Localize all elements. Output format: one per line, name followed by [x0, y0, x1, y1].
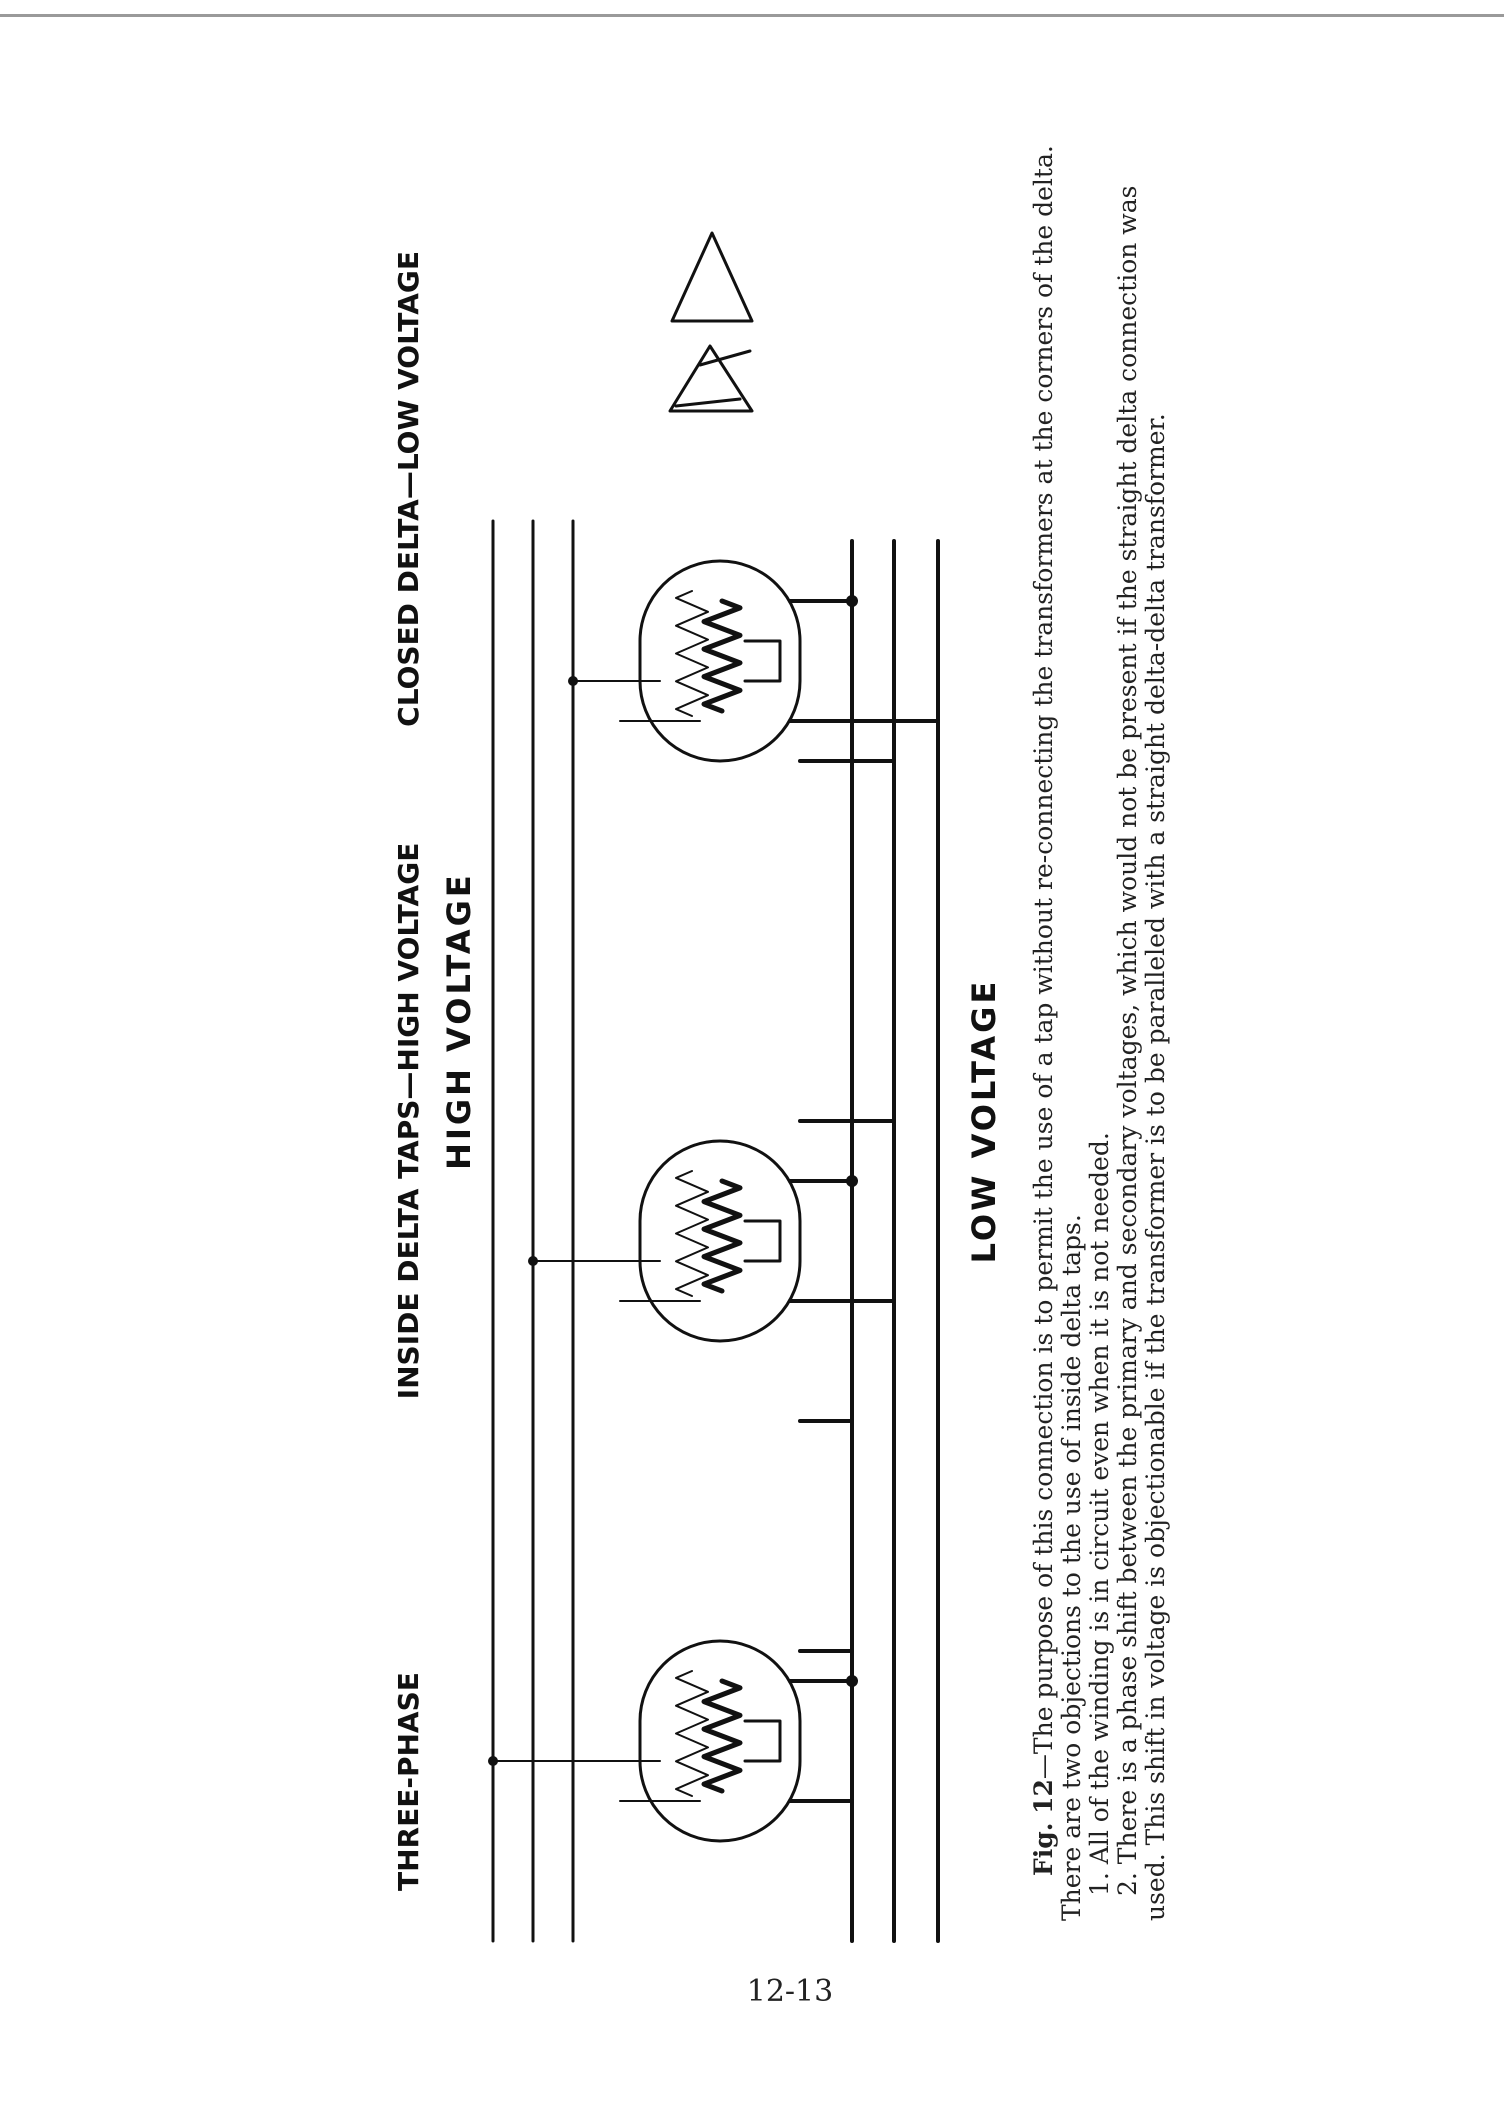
tapped-delta-tap — [676, 351, 750, 406]
delta-symbol-tapped — [670, 346, 752, 411]
caption-line-1-rest: —The purpose of this connection is to permit the use of a tap without re-connecting the transformers at the corners of the delta. — [1029, 145, 1058, 1780]
caption-line-1 — [1029, 145, 1058, 1876]
interconnect-1-2 — [800, 1421, 852, 1651]
interconnect-2-3 — [800, 761, 894, 1121]
caption-line-3: 1. All of the winding is in circuit even when it is not needed. — [1085, 1132, 1114, 1896]
transformer-1-loop — [745, 1721, 780, 1761]
transformer-2-loop — [745, 1221, 780, 1261]
transformer-1-lv-junction — [846, 1675, 858, 1687]
high-voltage-bus — [493, 521, 573, 1941]
transformer-3-tank — [640, 561, 800, 761]
high-voltage-label: HIGH VOLTAGE — [440, 872, 478, 1170]
transformer-2-hv-junction — [528, 1256, 538, 1266]
caption-line-2: There are two objections to the use of inside delta taps. — [1057, 1214, 1086, 1921]
transformer-1-tank — [640, 1641, 800, 1841]
caption-line-5: used. This shift in voltage is objectionable if the transformer is to be paralleled with a straight delta-delta transformer. — [1141, 413, 1170, 1921]
transformer-3-hv-junction — [568, 676, 578, 686]
closed-delta-triangle — [672, 233, 752, 321]
three-phase-label: THREE-PHASE — [392, 1672, 425, 1891]
page-number: 12-13 — [746, 1974, 834, 2009]
transformer-3-primary-coil — [676, 591, 708, 716]
low-voltage-bus — [852, 541, 938, 1941]
fig-label: Fig. 12 — [1029, 1779, 1058, 1876]
caption-line-4: 2. There is a phase shift between the primary and secondary voltages, which would not be present if the straight delta connection was — [1113, 185, 1142, 1896]
delta-symbol-closed — [672, 233, 752, 321]
low-voltage-label: LOW VOLTAGE — [965, 978, 1003, 1264]
transformer-2-primary-coil — [676, 1171, 708, 1296]
transformer-3-lv-junction — [846, 595, 858, 607]
transformer-3-loop — [745, 641, 780, 681]
closed-delta-label: CLOSED DELTA—LOW VOLTAGE — [392, 251, 425, 727]
transformer-1-secondary-coil — [704, 1681, 740, 1791]
transformer-3-secondary-coil — [704, 601, 740, 711]
transformer-1-primary-coil — [676, 1671, 708, 1796]
inside-delta-label: INSIDE DELTA TAPS—HIGH VOLTAGE — [392, 842, 425, 1400]
transformer-2-secondary-coil — [704, 1181, 740, 1291]
transformer-2-lv-junction — [846, 1175, 858, 1187]
transformer-2-tank — [640, 1141, 800, 1341]
transformer-1-hv-junction — [488, 1756, 498, 1766]
